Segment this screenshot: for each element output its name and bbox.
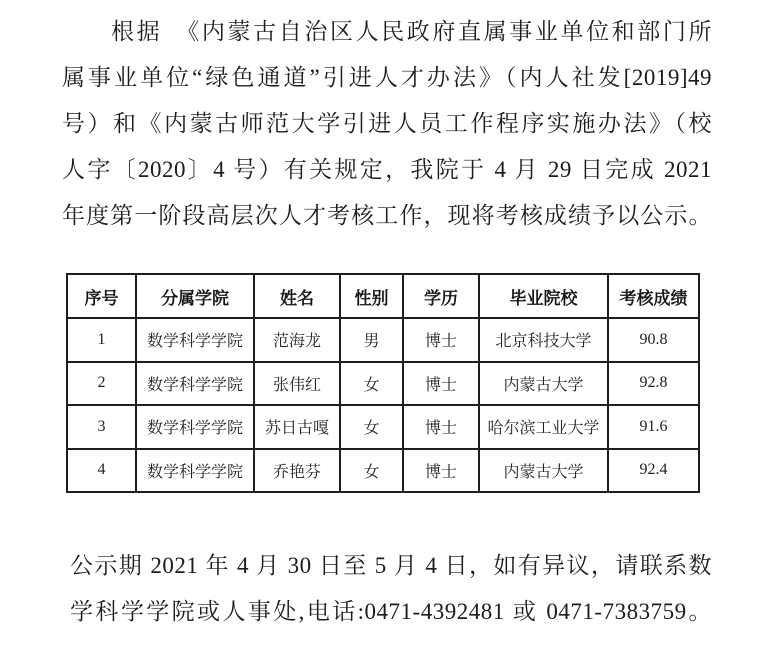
table-cell: 哈尔滨工业大学: [479, 405, 608, 449]
table-cell: 3: [67, 405, 136, 449]
results-table: [66, 273, 700, 493]
table-cell: 博士: [403, 318, 479, 362]
table-cell: 张伟红: [254, 362, 340, 406]
table-cell: 女: [340, 405, 403, 449]
table-row: [67, 449, 699, 493]
table-header-cell: 学历: [403, 274, 479, 318]
text-line: 公示期 2021 年 4 月 30 日至 5 月 4 日，如有异议，请联系数: [70, 553, 712, 578]
table-cell: 内蒙古大学: [479, 449, 608, 493]
table-cell: 男: [340, 318, 403, 362]
table-cell: 博士: [403, 405, 479, 449]
table-header-cell: 分属学院: [136, 274, 254, 318]
text-line: 人字〔2020〕4 号）有关规定，我院于 4 月 29 日完成 2021: [62, 157, 712, 182]
table-cell: 90.8: [608, 318, 699, 362]
table-cell: 博士: [403, 449, 479, 493]
table-cell: 2: [67, 362, 136, 406]
table-cell: 92.8: [608, 362, 699, 406]
intro-paragraph: [62, 9, 712, 239]
table-cell: 91.6: [608, 405, 699, 449]
table-cell: 苏日古嘎: [254, 405, 340, 449]
closing-paragraph: [70, 543, 712, 635]
table-cell: 数学科学学院: [136, 362, 254, 406]
table-header-cell: 毕业院校: [479, 274, 608, 318]
table-cell: 1: [67, 318, 136, 362]
table-cell: 北京科技大学: [479, 318, 608, 362]
table-cell: 92.4: [608, 449, 699, 493]
table-cell: 女: [340, 449, 403, 493]
table-cell: 内蒙古大学: [479, 362, 608, 406]
text-line: 根据 《内蒙古自治区人民政府直属事业单位和部门所: [111, 19, 712, 44]
table-header-cell: 序号: [67, 274, 136, 318]
text-line: 属事业单位“绿色通道”引进人才办法》（内人社发[2019]49: [62, 65, 712, 90]
table-header-cell: 姓名: [254, 274, 340, 318]
table-cell: 博士: [403, 362, 479, 406]
table-header-cell: 性别: [340, 274, 403, 318]
text-line: 年度第一阶段高层次人才考核工作，现将考核成绩予以公示。: [62, 203, 712, 228]
table-header-cell: 考核成绩: [608, 274, 699, 318]
table-header-row: [67, 274, 699, 318]
table-cell: 4: [67, 449, 136, 493]
table-cell: 女: [340, 362, 403, 406]
table-cell: 乔艳芬: [254, 449, 340, 493]
table-row: [67, 318, 699, 362]
table-cell: 数学科学学院: [136, 405, 254, 449]
table-cell: 数学科学学院: [136, 449, 254, 493]
text-line: 学科学学院或人事处,电话:0471-4392481 或 0471-7383759。: [70, 599, 712, 624]
table-row: [67, 362, 699, 406]
text-line: 号）和《内蒙古师范大学引进人员工作程序实施办法》（校: [62, 111, 712, 136]
table-row: [67, 405, 699, 449]
table-cell: 范海龙: [254, 318, 340, 362]
table-cell: 数学科学学院: [136, 318, 254, 362]
